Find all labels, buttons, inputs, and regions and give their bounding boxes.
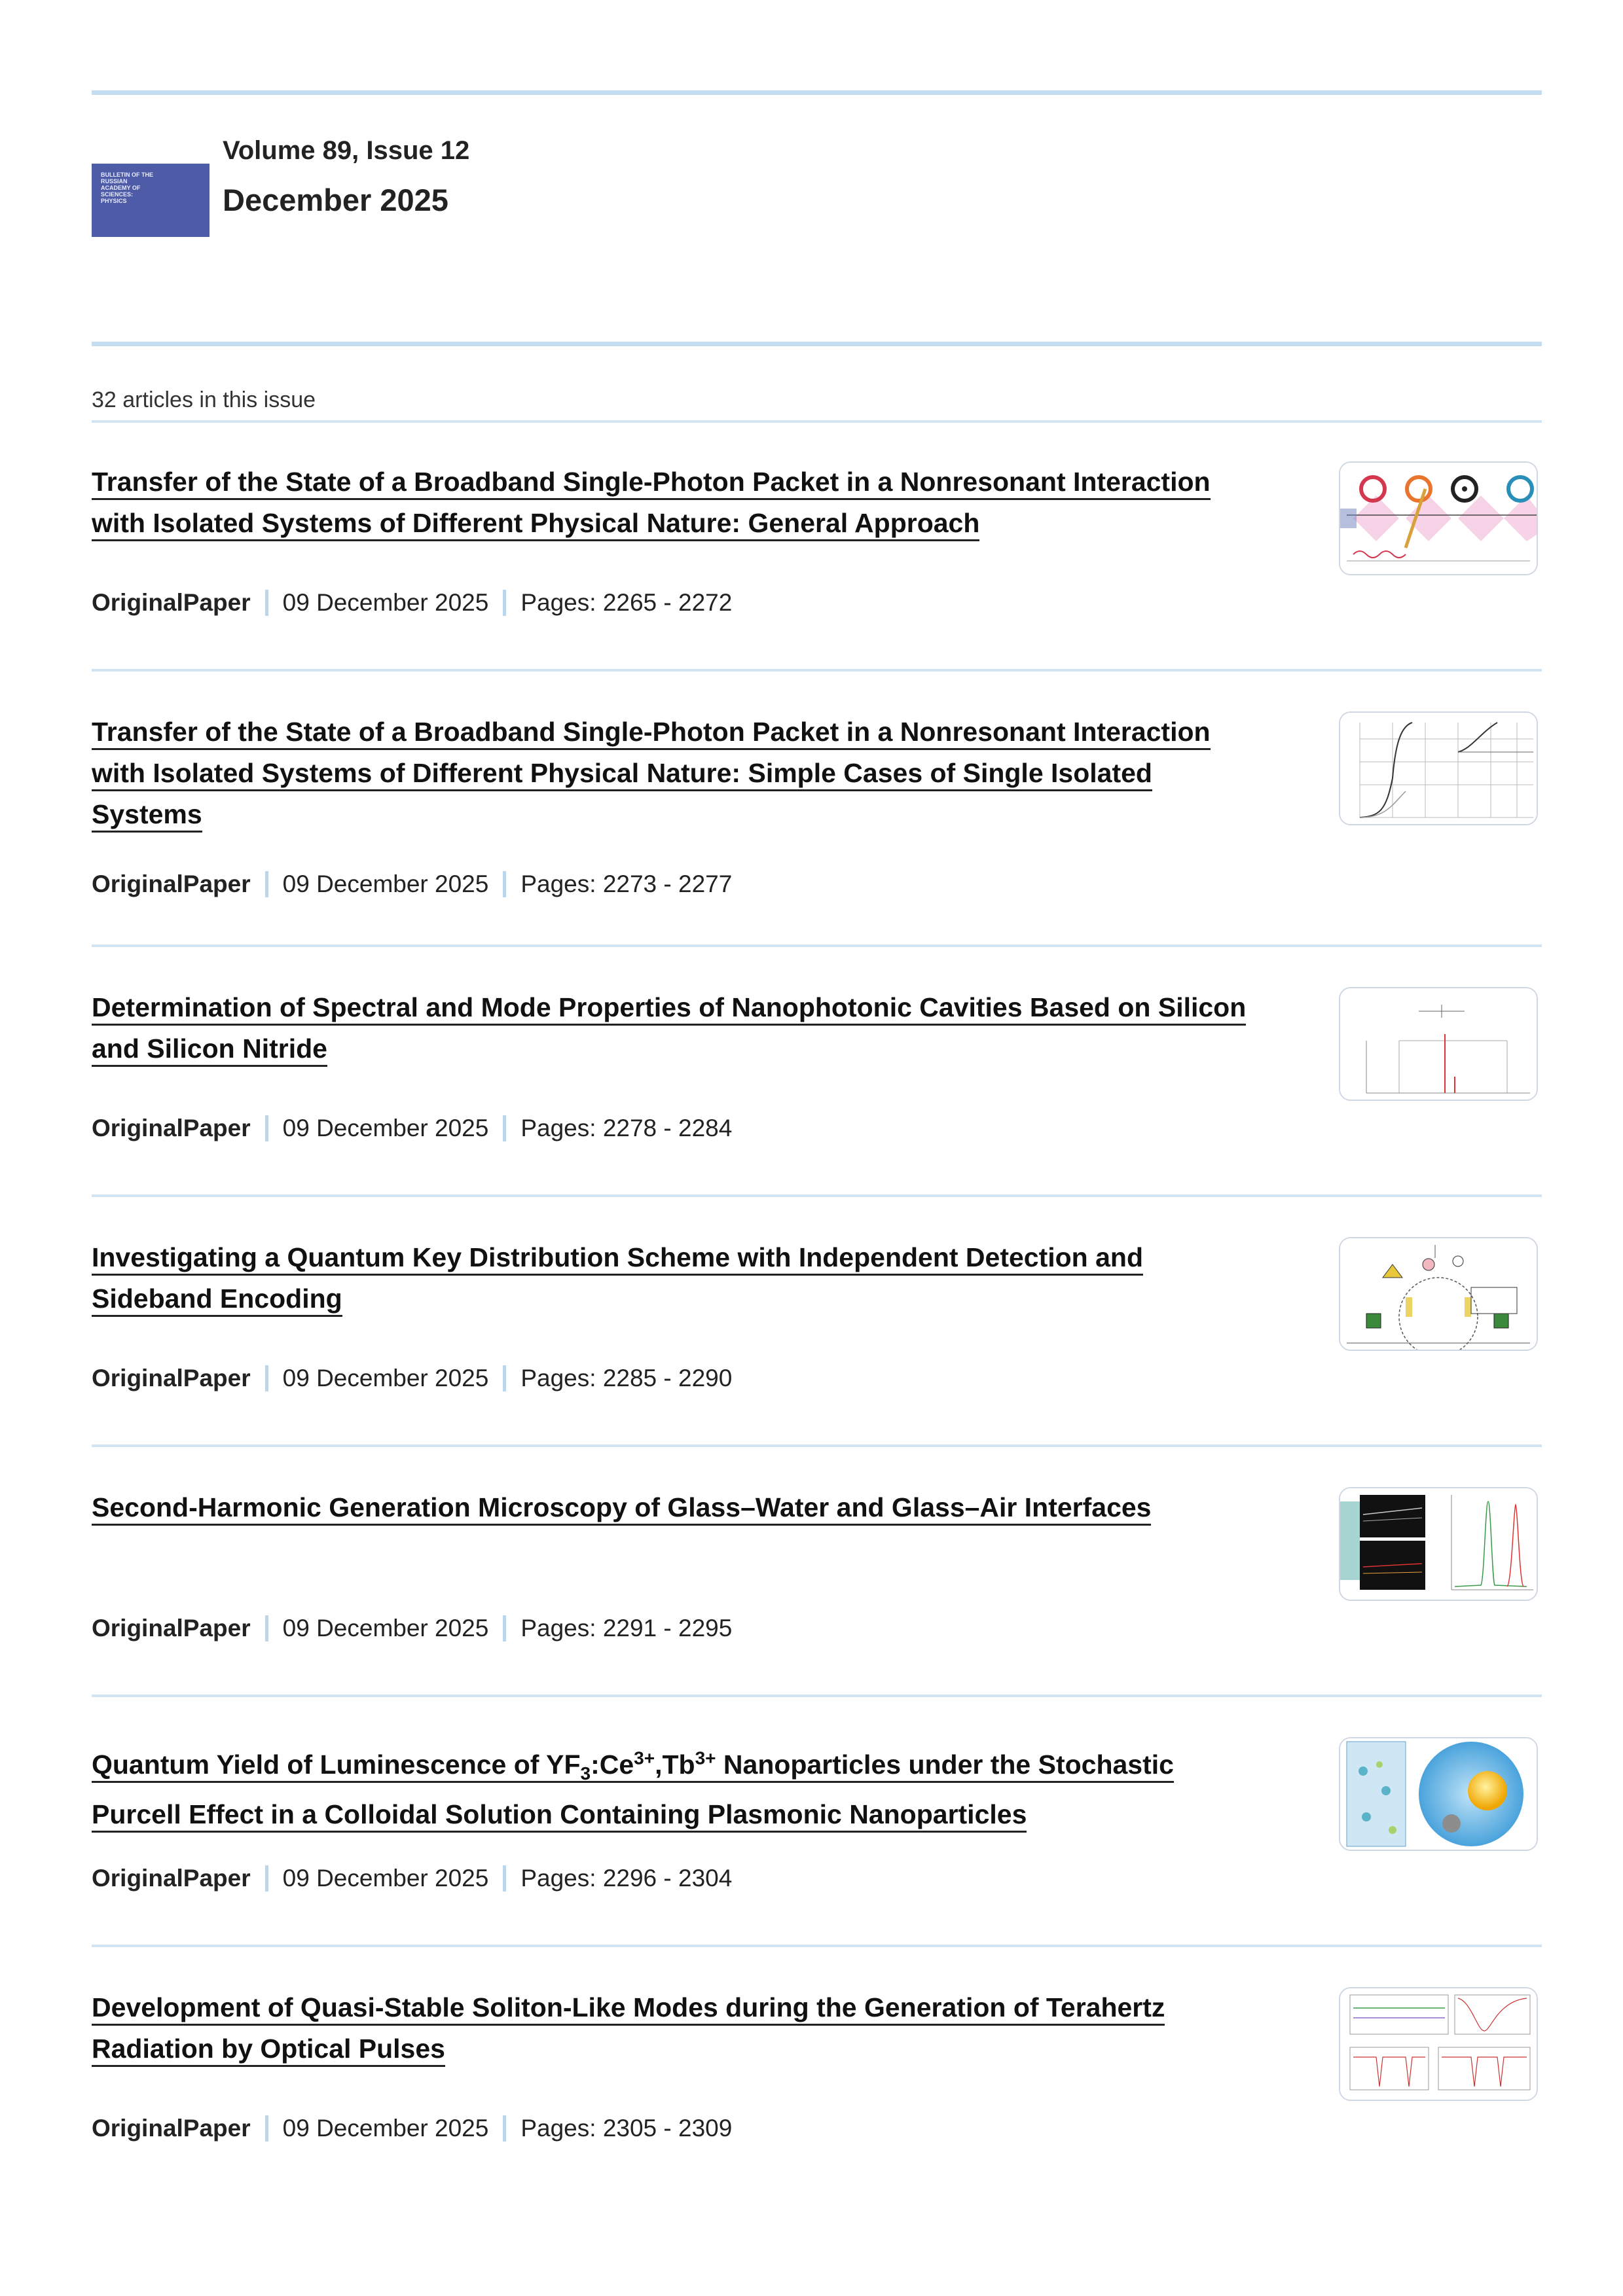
article-thumbnail[interactable] (1339, 987, 1538, 1101)
article-title-line[interactable]: Investigating a Quantum Key Distribution Scheme with Independent Detection and (92, 1242, 1143, 1276)
meta-separator (265, 1615, 268, 1641)
article-meta (92, 870, 732, 898)
article-pages: Pages: 2305 - 2309 (520, 2115, 733, 2142)
article-title-link[interactable] (92, 987, 1296, 1069)
article-title-line[interactable]: Sideband Encoding (92, 1283, 342, 1317)
article-thumbnail[interactable] (1339, 711, 1538, 825)
article-date: 09 December 2025 (282, 1365, 489, 1391)
article-type: OriginalPaper (92, 870, 251, 897)
article-pages: Pages: 2296 - 2304 (520, 1865, 733, 1892)
article-thumbnail[interactable] (1339, 1487, 1538, 1601)
meta-separator (503, 590, 506, 616)
meta-separator (265, 590, 268, 616)
article-meta (92, 1615, 732, 1642)
article-title-link[interactable] (92, 1237, 1296, 1319)
cover-blue-panel (92, 164, 210, 237)
meta-separator (265, 1365, 268, 1391)
article-date: 09 December 2025 (282, 2115, 489, 2142)
article-divider (92, 1444, 1542, 1447)
article-title-link[interactable] (92, 711, 1296, 835)
meta-separator (503, 871, 506, 897)
article-date: 09 December 2025 (282, 1115, 489, 1141)
article-divider (92, 669, 1542, 672)
article-pages: Pages: 2278 - 2284 (520, 1115, 733, 1141)
top-divider (92, 90, 1542, 95)
meta-separator (265, 2115, 268, 2142)
article-title-line[interactable]: Determination of Spectral and Mode Properties of Nanophotonic Cavities Based on Silicon (92, 992, 1246, 1026)
soliton-plots-figure (1340, 1988, 1537, 2100)
article-type: OriginalPaper (92, 1615, 251, 1641)
article-date: 09 December 2025 (282, 870, 489, 897)
article-title-link[interactable] (92, 461, 1296, 544)
meta-separator (265, 1865, 268, 1892)
article-title-line[interactable]: Radiation by Optical Pulses (92, 2034, 445, 2067)
article-meta (92, 589, 732, 617)
article-date: 09 December 2025 (282, 1615, 489, 1641)
article-thumbnail[interactable] (1339, 1737, 1538, 1851)
article-title-line[interactable]: Purcell Effect in a Colloidal Solution Containing Plasmonic Nanoparticles (92, 1799, 1027, 1833)
article-title-line[interactable]: Development of Quasi-Stable Soliton-Like Modes during the Generation of Terahertz (92, 1992, 1165, 2026)
article-pages: Pages: 2285 - 2290 (520, 1365, 733, 1391)
article-title-line[interactable]: with Isolated Systems of Different Physical Nature: Simple Cases of Single Isolated (92, 758, 1152, 791)
article-title-line[interactable]: Quantum Yield of Luminescence of $YF_3:Ce^{3+},Tb^{3+}$ Nanoparticles under the Stochastic (92, 1748, 1174, 1784)
optical-setup-figure (1340, 1238, 1537, 1350)
article-type: OriginalPaper (92, 1865, 251, 1892)
article-title-link[interactable] (92, 1737, 1296, 1835)
spectrum-figure (1340, 988, 1537, 1100)
article-divider (92, 944, 1542, 947)
article-divider (92, 1695, 1542, 1697)
article-date: 09 December 2025 (282, 589, 489, 616)
count-divider (92, 420, 1542, 423)
issue-date: December 2025 (223, 183, 448, 217)
article-divider (92, 1945, 1542, 1947)
article-title-line[interactable]: with Isolated Systems of Different Physical Nature: General Approach (92, 508, 979, 541)
article-date: 09 December 2025 (282, 1865, 489, 1892)
article-title-line[interactable]: Second-Harmonic Generation Microscopy of Glass–Water and Glass–Air Interfaces (92, 1492, 1151, 1526)
microscopy-figure (1340, 1488, 1537, 1600)
article-type: OriginalPaper (92, 2115, 251, 2142)
article-title-line[interactable]: Systems (92, 799, 202, 833)
line-plot-figure (1340, 713, 1537, 824)
cover-title: BULLETIN OF THE RUSSIAN ACADEMY OF SCIENCES: PHYSICS (101, 171, 153, 204)
article-meta (92, 1865, 732, 1892)
article-type: OriginalPaper (92, 1365, 251, 1391)
article-thumbnail[interactable] (1339, 1987, 1538, 2101)
meta-separator (503, 1865, 506, 1892)
article-pages: Pages: 2273 - 2277 (520, 870, 733, 897)
article-title-line[interactable]: Transfer of the State of a Broadband Single-Photon Packet in a Nonresonant Interaction (92, 717, 1211, 750)
article-thumbnail[interactable] (1339, 1237, 1538, 1351)
article-meta (92, 2115, 732, 2142)
meta-separator (265, 871, 268, 897)
schematic-rings-figure (1340, 463, 1537, 574)
article-type: OriginalPaper (92, 589, 251, 616)
meta-separator (265, 1115, 268, 1141)
article-title-link[interactable] (92, 1487, 1296, 1528)
article-divider (92, 1194, 1542, 1197)
nanoparticle-figure (1340, 1738, 1537, 1850)
meta-separator (503, 1365, 506, 1391)
article-meta (92, 1115, 732, 1142)
header-bottom-divider (92, 342, 1542, 346)
article-meta (92, 1365, 732, 1392)
article-thumbnail[interactable] (1339, 461, 1538, 575)
article-title-line[interactable]: and Silicon Nitride (92, 1033, 327, 1067)
article-title-link[interactable] (92, 1987, 1296, 2070)
article-pages: Pages: 2291 - 2295 (520, 1615, 733, 1641)
meta-separator (503, 1615, 506, 1641)
issue-volume: Volume 89, Issue 12 (223, 136, 470, 165)
article-title-line[interactable]: Transfer of the State of a Broadband Single-Photon Packet in a Nonresonant Interaction (92, 467, 1211, 500)
meta-separator (503, 1115, 506, 1141)
meta-separator (503, 2115, 506, 2142)
article-pages: Pages: 2265 - 2272 (520, 589, 733, 616)
article-type: OriginalPaper (92, 1115, 251, 1141)
articles-count: 32 articles in this issue (92, 387, 316, 412)
journal-cover-image[interactable] (92, 157, 210, 288)
